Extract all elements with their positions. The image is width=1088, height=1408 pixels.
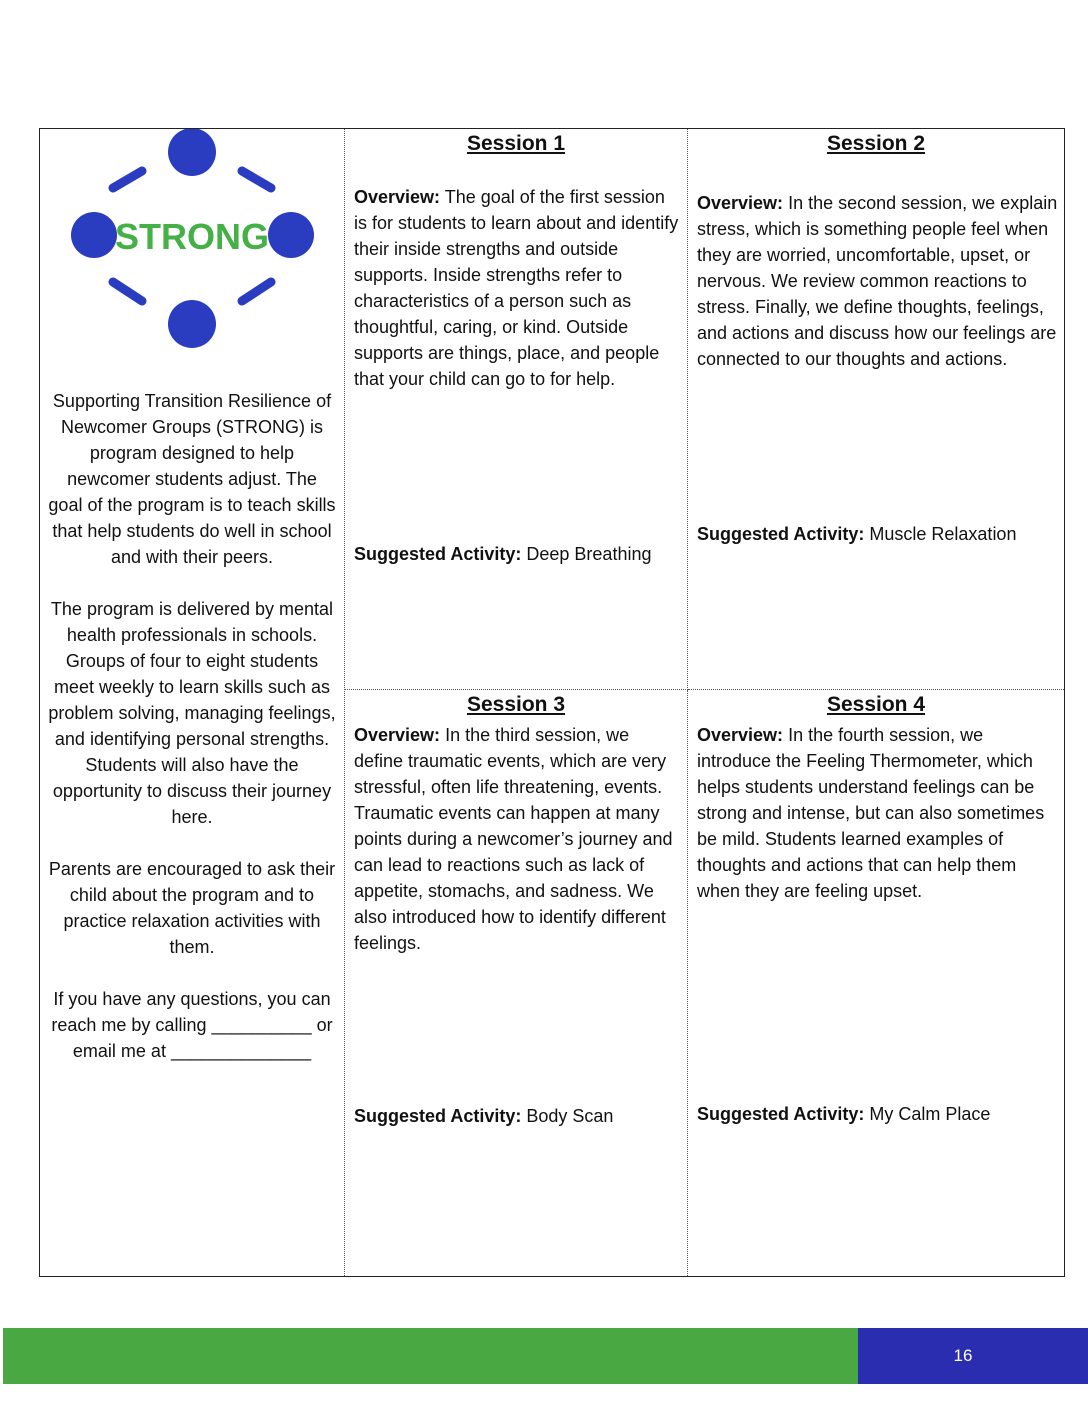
activity-text: Muscle Relaxation: [869, 524, 1017, 544]
activity-text: Deep Breathing: [526, 544, 652, 564]
overview-text: In the fourth session, we introduce the Feeling Thermometer, which helps students understand feelings can be strong and intense, but can also sometimes be mild. Students learned examples of thoughts and actions that can help them when they are feeling upset.: [697, 725, 1045, 901]
session-3-cell: [345, 690, 688, 1276]
overview-label: Overview:: [697, 725, 784, 745]
overview-label: Overview:: [354, 187, 441, 207]
overview-text: The goal of the first session is for students to learn about and identify their inside strengths and outside supports. Inside strengths refer to characteristics of a person such as thoughtful, caring, or kind. Outside supports are things, place, and people that your child can go to for help.: [354, 187, 679, 389]
intro-paragraph: Supporting Transition Resilience of Newcomer Groups (STRONG) is program designed to help newcomer students adjust. The goal of the program is to teach skills that help students do well in school and with their peers.: [48, 391, 336, 567]
suggested-activity: [354, 544, 651, 565]
logo-text: STRONG: [114, 216, 270, 257]
session-overview: [697, 722, 1058, 904]
session-title: Session 3: [466, 693, 566, 716]
intro-paragraph: Parents are encouraged to ask their child about the program and to practice relaxation activities with them.: [48, 859, 336, 957]
suggested-activity: [697, 524, 1016, 545]
contact-paragraph: If you have any questions, you can reach me by calling __________ or email me at ______________: [51, 989, 333, 1061]
activity-label: Suggested Activity:: [697, 1104, 865, 1124]
overview-text: In the third session, we define traumatic events, which are very stressful, often life threatening, events. Traumatic events can happen at many points during a newcomer’s journey and can lead to reactions such as lack of appetite, stomachs, and sadness. We also introduced how to identify different feelings.: [354, 725, 673, 953]
intro-cell: [40, 129, 345, 1276]
footer-green-bar: [3, 1328, 858, 1384]
session-2-cell: [688, 129, 1064, 690]
intro-text: [48, 388, 336, 1090]
activity-label: Suggested Activity:: [354, 1106, 522, 1126]
page-number: 16: [953, 1346, 973, 1365]
session-1-cell: [345, 129, 688, 690]
activity-text: Body Scan: [526, 1106, 614, 1126]
footer-blue-bar: [858, 1328, 1088, 1384]
activity-text: My Calm Place: [869, 1104, 991, 1124]
session-overview: [354, 722, 681, 956]
program-table: [39, 128, 1065, 1277]
suggested-activity: [354, 1106, 613, 1127]
session-title: Session 1: [466, 132, 566, 155]
session-4-cell: [688, 690, 1064, 1276]
overview-label: Overview:: [697, 193, 784, 213]
strong-logo-icon: [70, 129, 315, 349]
activity-label: Suggested Activity:: [354, 544, 522, 564]
session-overview: [697, 190, 1058, 372]
activity-label: Suggested Activity:: [697, 524, 865, 544]
session-title: Session 2: [826, 132, 926, 155]
overview-label: Overview:: [354, 725, 441, 745]
intro-paragraph: The program is delivered by mental health professionals in schools. Groups of four to eight students meet weekly to learn skills such as problem solving, managing feelings, and identifying personal strengths. Students will also have the opportunity to discuss their journey here.: [48, 599, 336, 827]
session-overview: [354, 184, 681, 392]
session-title: Session 4: [826, 693, 926, 716]
suggested-activity: [697, 1104, 990, 1125]
overview-text: In the second session, we explain stress, which is something people feel when they are worried, uncomfortable, upset, or nervous. We review common reactions to stress. Finally, we define thoughts, feelings, and actions and discuss how our feelings are connected to our thoughts and actions.: [697, 193, 1058, 369]
